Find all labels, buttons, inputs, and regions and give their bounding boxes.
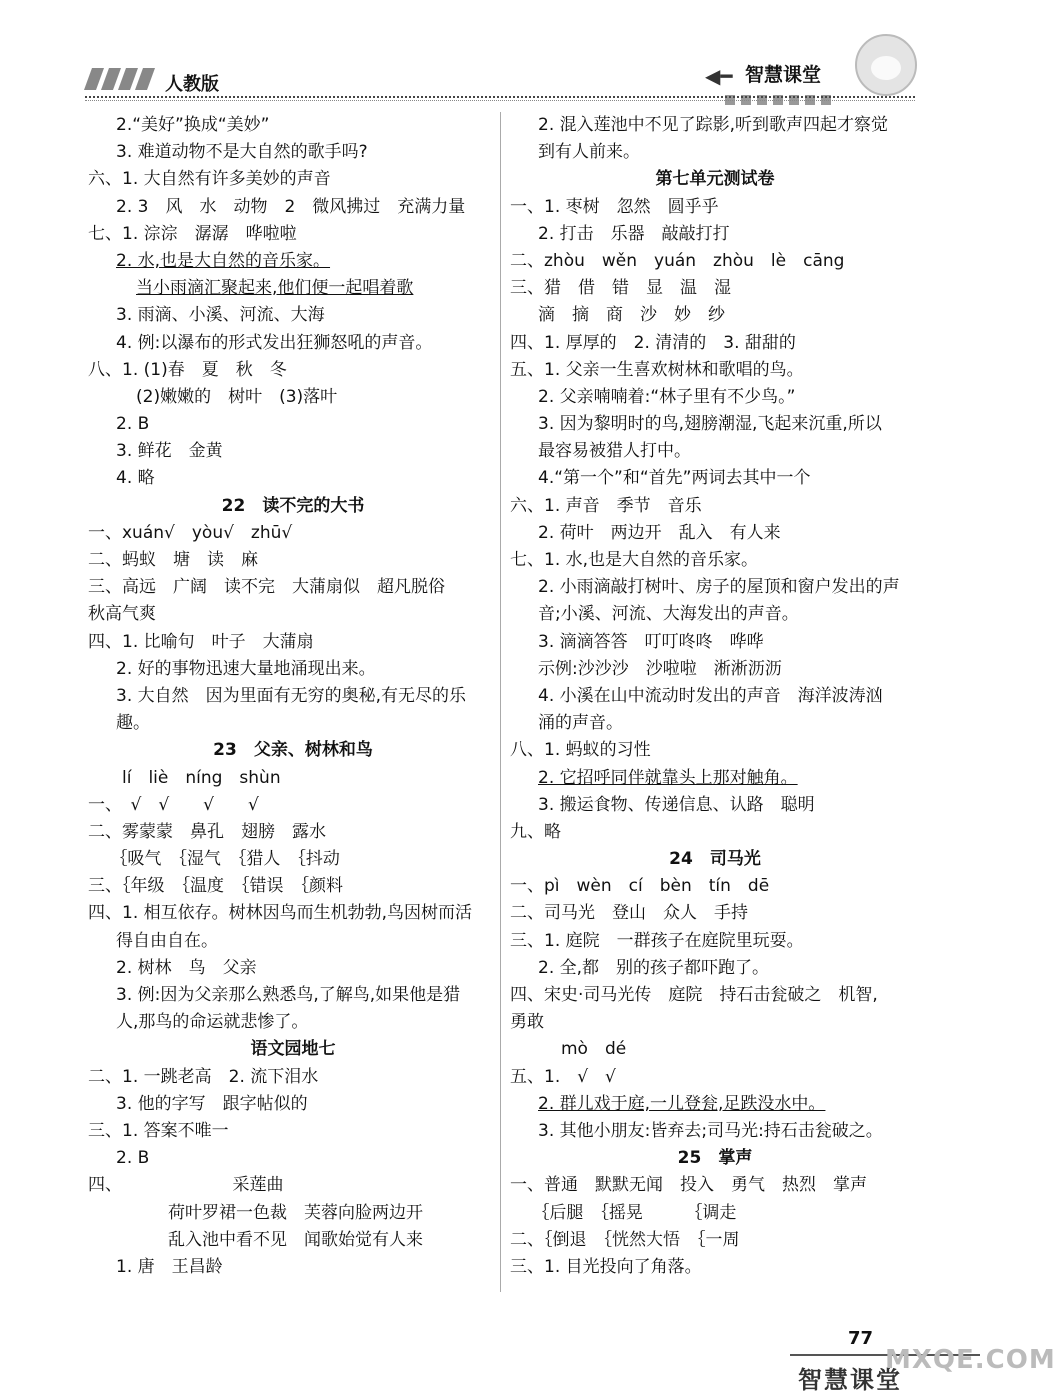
left-answer-line: 2.“美好”换成“美妙” xyxy=(116,115,270,135)
left-answer-line: 当小雨滴汇聚起来,他们便一起唱着歌 xyxy=(136,278,414,299)
left-answer-line: (2)嫩嫩的 树叶 (3)落叶 xyxy=(136,386,338,407)
right-answer-line: 到有人前来。 xyxy=(538,142,640,163)
left-answer-line: 2. 3 风 水 动物 2 微风拂过 充满力量 xyxy=(116,196,466,217)
answer-column-left xyxy=(88,112,498,1281)
right-answer-line: 滴 摘 商 沙 妙 纱 xyxy=(538,305,725,326)
left-answer-line: 三、｛年级 ｛温度 ｛错误 ｛颜料 xyxy=(88,876,343,897)
left-answer-line: ｛吸气 ｛湿气 ｛猎人 ｛抖动 xyxy=(88,849,340,870)
right-answer-line: ｛后腿 ｛摇晃 ｛调走 xyxy=(510,1202,737,1223)
left-answer-line: 四、1. 相互依存。树林因鸟而生机勃勃,鸟因树而活 xyxy=(88,903,473,924)
left-answer-line: 4. 略 xyxy=(116,468,155,489)
left-answer-line: 三、高远 广阔 读不完 大蒲扇似 超凡脱俗 xyxy=(88,577,445,598)
footer-brand: 智慧课堂 xyxy=(798,1366,902,1394)
left-answer-line: 22 读不完的大书 xyxy=(221,495,365,516)
left-answer-line: 23 父亲、树林和鸟 xyxy=(213,740,373,761)
left-answer-line: 2. 好的事物迅速大量地涌现出来。 xyxy=(116,658,376,679)
header-stripes-decoration xyxy=(88,68,156,94)
left-answer-line: 1. 唐 王昌龄 xyxy=(116,1256,223,1277)
page-number: 77 xyxy=(848,1328,874,1349)
left-answer-line: 2. 水,也是大自然的音乐家。 xyxy=(116,250,331,271)
right-answer-line: 2. 小雨滴敲打树叶、房子的屋顶和窗户发出的声 xyxy=(538,577,900,598)
left-answer-line: 七、1. 淙淙 潺潺 哗啦啦 xyxy=(88,223,297,244)
column-divider xyxy=(500,112,501,1292)
right-answer-line: 五、1. √ √ xyxy=(510,1066,616,1087)
right-answer-line: 五、1. 父亲一生喜欢树林和歌唱的鸟。 xyxy=(510,359,804,380)
left-answer-line: 三、1. 答案不唯一 xyxy=(88,1120,229,1141)
right-answer-line: 3. 因为黎明时的鸟,翅膀潮湿,飞起来沉重,所以 xyxy=(538,414,882,435)
right-answer-line: 四、宋史·司马光传 庭院 持石击瓮破之 机智, xyxy=(510,985,878,1005)
right-answer-line: 四、1. 厚厚的 2. 清清的 3. 甜甜的 xyxy=(510,332,796,353)
right-answer-line: 24 司马光 xyxy=(669,849,761,870)
left-answer-line: 3. 鲜花 金黄 xyxy=(116,441,223,462)
left-answer-line: 八、1. (1)春 夏 秋 冬 xyxy=(88,359,287,380)
left-answer-line: 四、 采莲曲 xyxy=(88,1175,284,1196)
left-answer-line: 3. 难道动物不是大自然的歌手吗? xyxy=(116,142,368,163)
arrow-left-icon: ◀━ xyxy=(705,64,733,88)
left-answer-line: 3. 例:因为父亲那么熟悉鸟,了解鸟,如果他是猎 xyxy=(116,985,461,1005)
right-answer-line: 二、司马光 登山 众人 手持 xyxy=(510,903,748,924)
right-answer-line: 音;小溪、河流、大海发出的声音。 xyxy=(538,604,799,625)
right-answer-line: 4.“第一个”和“首先”两词去其中一个 xyxy=(538,468,811,489)
left-answer-line: 二、蚂蚁 塘 读 麻 xyxy=(88,550,258,570)
left-answer-line: lí liè níng shùn xyxy=(88,767,281,788)
left-answer-line: 2. B xyxy=(116,414,150,435)
right-answer-line: 4. 小溪在山中流动时发出的声音 海洋波涛汹 xyxy=(538,685,883,706)
watermark-logo: MXQE.COM xyxy=(885,1345,1056,1375)
right-answer-line: 2. 父亲喃喃着:“林子里有不少鸟。” xyxy=(538,386,796,407)
left-answer-line: 趣。 xyxy=(116,713,150,734)
left-answer-line: 得自由自在。 xyxy=(116,930,218,951)
right-answer-line: 三、1. 目光投向了角落。 xyxy=(510,1256,702,1277)
left-answer-line: 4. 例:以瀑布的形式发出狂狮怒吼的声音。 xyxy=(116,332,433,353)
right-answer-line: 九、略 xyxy=(510,821,561,842)
header-divider xyxy=(85,96,915,98)
left-answer-line: 二、1. 一跳老高 2. 流下泪水 xyxy=(88,1066,319,1087)
left-answer-line: 语文园地七 xyxy=(250,1039,336,1060)
right-answer-line: 二、zhòu wěn yuán zhòu lè cāng xyxy=(510,250,845,271)
brand-banner xyxy=(705,52,935,102)
right-answer-line: 三、猎 借 错 显 温 湿 xyxy=(510,278,731,299)
right-answer-line: 3. 滴滴答答 叮叮咚咚 哗哗 xyxy=(538,631,764,652)
left-answer-line: 人,那鸟的命运就悲惨了。 xyxy=(116,1012,309,1033)
answer-column-right xyxy=(510,112,920,1281)
right-answer-line: 最容易被猎人打中。 xyxy=(538,441,691,462)
left-answer-line: 3. 他的字写 跟字帖似的 xyxy=(116,1093,308,1114)
right-answer-line: 2. 全,都 别的孩子都吓跑了。 xyxy=(538,957,770,978)
right-answer-line: 2. 它招呼同伴就靠头上那对触角。 xyxy=(538,767,798,788)
left-answer-line: 2. 树林 鸟 父亲 xyxy=(116,957,257,978)
right-answer-line: 2. 荷叶 两边开 乱入 有人来 xyxy=(538,522,781,543)
left-answer-line: 3. 雨滴、小溪、河流、大海 xyxy=(116,305,325,326)
right-answer-line: 示例:沙沙沙 沙啦啦 淅淅沥沥 xyxy=(538,658,782,679)
edition-label: 人教版 xyxy=(165,74,219,95)
right-answer-line: 2. 群儿戏于庭,一儿登瓮,足跌没水中。 xyxy=(538,1093,826,1114)
left-answer-line: 3. 大自然 因为里面有无穷的奥秘,有无尽的乐 xyxy=(116,685,467,706)
brand-title: 智慧课堂 xyxy=(745,64,822,86)
left-answer-line: 乱入池中看不见 闻歌始觉有人来 xyxy=(168,1229,423,1250)
left-answer-line: 一、 √ √ √ √ xyxy=(88,794,259,815)
mascot-icon xyxy=(855,34,917,96)
left-answer-line: 四、1. 比喻句 叶子 大蒲扇 xyxy=(88,631,314,652)
left-answer-line: 一、xuán√ yòu√ zhū√ xyxy=(88,522,293,543)
right-answer-line: 25 掌声 xyxy=(677,1148,753,1169)
right-answer-line: 七、1. 水,也是大自然的音乐家。 xyxy=(510,550,759,570)
left-answer-line: 六、1. 大自然有许多美妙的声音 xyxy=(88,169,331,190)
left-answer-line: 二、雾蒙蒙 鼻孔 翅膀 露水 xyxy=(88,821,326,842)
right-answer-line: 涌的声音。 xyxy=(538,713,623,734)
right-answer-line: 八、1. 蚂蚁的习性 xyxy=(510,740,651,761)
right-answer-line: 3. 其他小朋友:皆弃去;司马光:持石击瓮破之。 xyxy=(538,1120,883,1141)
right-answer-line: 3. 搬运食物、传递信息、认路 聪明 xyxy=(538,794,815,815)
left-answer-line: 荷叶罗裙一色裁 芙蓉向脸两边开 xyxy=(168,1202,423,1223)
right-answer-line: 二、｛倒退 ｛恍然大悟 ｛一周 xyxy=(510,1229,740,1250)
right-answer-line: 第七单元测试卷 xyxy=(655,169,775,190)
right-answer-line: 2. 混入莲池中不见了踪影,听到歌声四起才察觉 xyxy=(538,115,889,135)
right-answer-line: 一、pì wèn cí bèn tín dē xyxy=(510,876,770,897)
left-answer-line: 2. B xyxy=(116,1148,150,1169)
right-answer-line: 一、普通 默默无闻 投入 勇气 热烈 掌声 xyxy=(510,1175,867,1196)
right-answer-line: 一、1. 枣树 忽然 圆乎乎 xyxy=(510,196,719,217)
right-answer-line: 六、1. 声音 季节 音乐 xyxy=(510,495,702,516)
right-answer-line: mò dé xyxy=(510,1039,627,1060)
header-divider-secondary xyxy=(85,100,915,101)
right-answer-line: 2. 打击 乐器 敲敲打打 xyxy=(538,223,730,244)
left-answer-line: 秋高气爽 xyxy=(88,604,156,625)
right-answer-line: 三、1. 庭院 一群孩子在庭院里玩耍。 xyxy=(510,930,804,951)
page-header xyxy=(0,0,1000,110)
right-answer-line: 勇敢 xyxy=(510,1012,544,1033)
